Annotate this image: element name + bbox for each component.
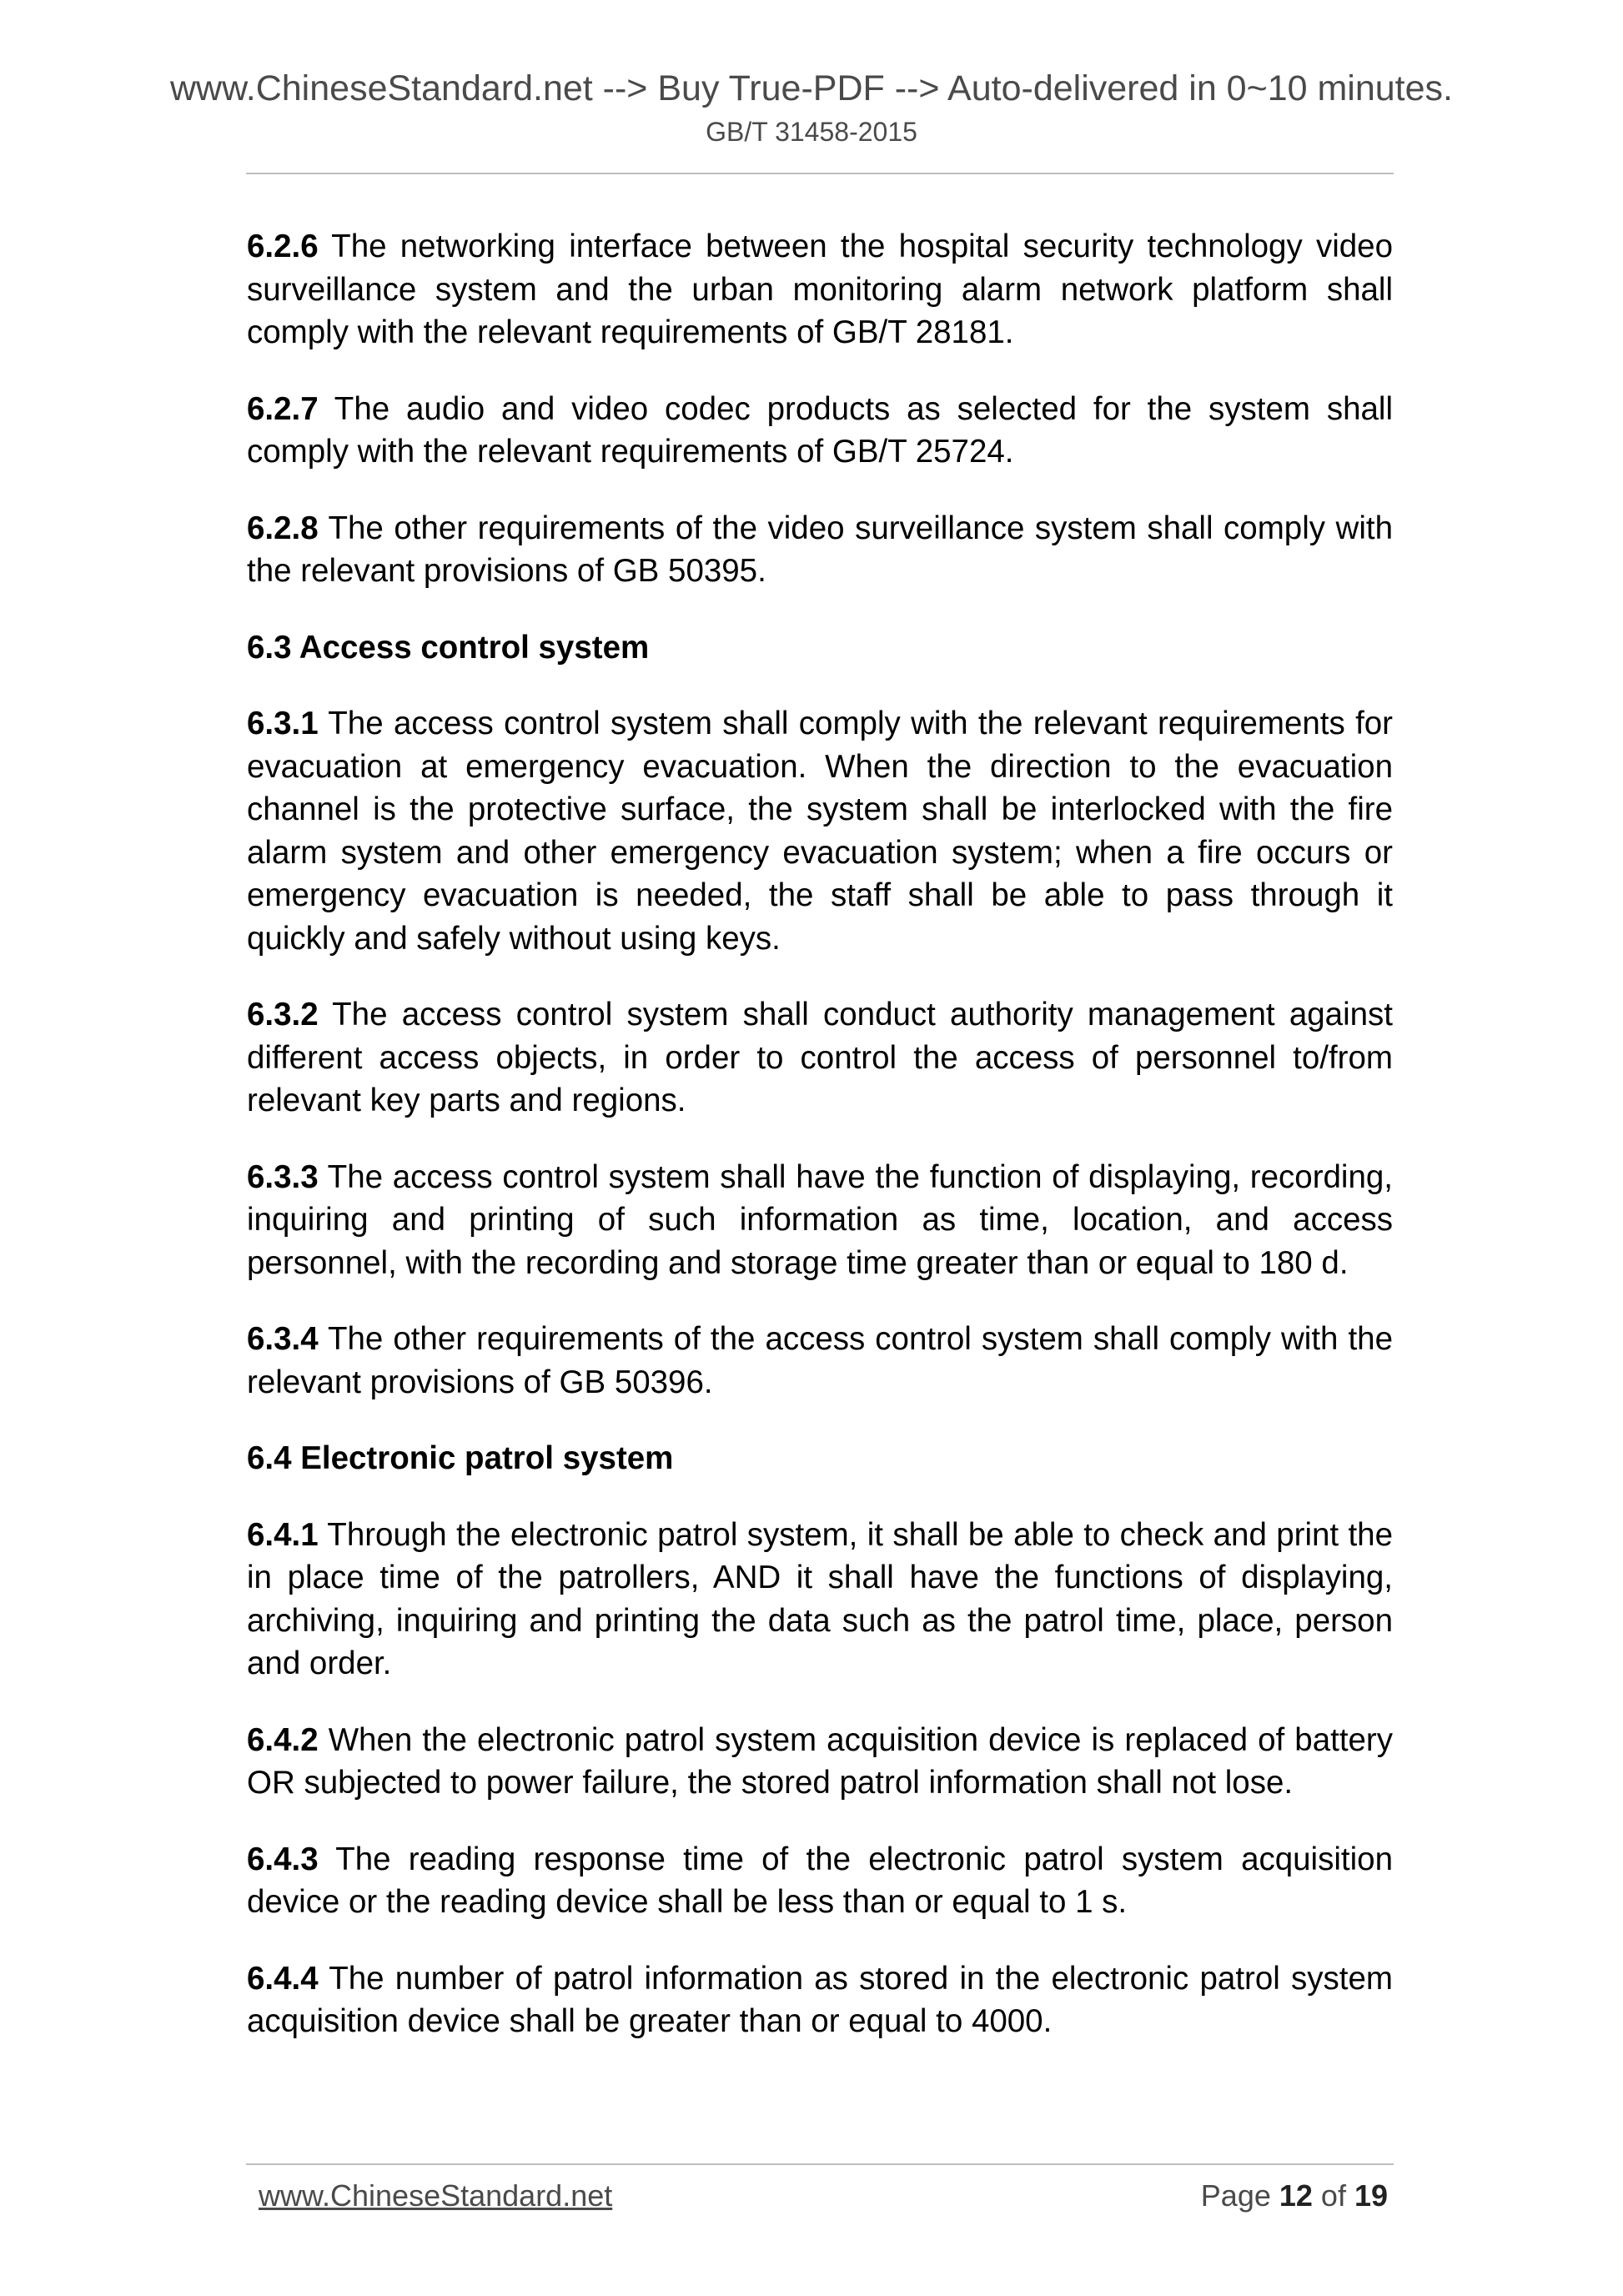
clause-text: When the electronic patrol system acquisition device is replaced of battery OR subjected to power failure, the stored patrol information shall not lose. [247,1721,1393,1801]
clause-text: The access control system shall comply with the relevant requirements for evacuation at emergency evacuation. When the direction to the evacuation channel is the protective surface, the system shall be interlocked with the fire alarm system and other emergency evacuation system; when a fire occurs or emergency evacuation is needed, the staff shall be able to pass through it quickly and safely without using keys. [247,706,1393,957]
clause-number: 6.4.4 [247,1960,319,1997]
clause-number: 6.3.2 [247,997,319,1032]
footer-divider [246,2163,1394,2165]
document-body [247,225,1393,2077]
clause-6-4-3 [247,1838,1393,1924]
clause-number: 6.2.7 [247,390,319,427]
clause-number: 6.3.3 [247,1158,319,1195]
clause-6-3-2 [247,993,1393,1123]
clause-6-3-1 [247,702,1393,960]
page-indicator [1201,2177,1388,2215]
page-total: 19 [1354,2178,1388,2213]
header-banner: www.ChineseStandard.net --> Buy True-PDF --> Auto-delivered in 0~10 minutes. [169,68,1453,108]
page-prefix: Page [1200,2178,1279,2213]
clause-6-2-6 [247,225,1393,354]
clause-6-2-7 [247,388,1393,474]
clause-6-4-2 [247,1719,1393,1805]
clause-6-2-8 [247,507,1393,593]
document-code: GB/T 31458-2015 [706,117,917,147]
clause-number: 6.4.3 [247,1841,319,1877]
clause-text: The other requirements of the video surveillance system shall comply with the relevant provisions of GB 50395. [247,510,1393,589]
clause-6-4-1 [247,1514,1393,1686]
clause-text: The other requirements of the access control system shall comply with the relevant provisions of GB 50396. [247,1321,1393,1400]
clause-text: Through the electronic patrol system, it shall be able to check and print the in place time of the patrollers, AND it shall have the functions of displaying, archiving, inquiring and printing the data such as the patrol time, place, person and order. [247,1516,1393,1681]
clause-number: 6.3.4 [247,1321,319,1357]
clause-number: 6.2.8 [247,510,319,546]
footer-website-link[interactable]: www.ChineseStandard.net [259,2178,613,2213]
clause-6-4-4 [247,1957,1393,2043]
clause-6-3-3 [247,1156,1393,1285]
clause-text: The access control system shall have the function of displaying, recording, inquiring and printing of such information as time, location, and access personnel, with the recording and storage time greater than or equal to 180 d. [247,1158,1393,1281]
clause-text: The networking interface between the hospital security technology video surveillance system and the urban monitoring alarm network platform shall comply with the relevant requirements of GB/T 28181. [247,229,1393,350]
clause-text: The access control system shall conduct authority management against different access objects, in order to control the access of personnel to/from relevant key parts and regions. [247,997,1393,1118]
clause-number: 6.4.2 [247,1721,319,1758]
page-of: of [1312,2178,1354,2213]
clause-number: 6.2.6 [247,229,319,264]
clause-text: The reading response time of the electronic patrol system acquisition device or the reading device shall be less than or equal to 1 s. [247,1841,1393,1920]
clause-text: The number of patrol information as stored in the electronic patrol system acquisition device shall be greater than or equal to 4000. [247,1960,1393,2039]
clause-6-3-4 [247,1318,1393,1404]
clause-number: 6.4.1 [247,1516,319,1553]
clause-number: 6.3.1 [247,706,319,741]
section-heading-6-4: 6.4 Electronic patrol system [247,1440,674,1476]
clause-text: The audio and video codec products as selected for the system shall comply with the relevant requirements of GB/T 25724. [247,390,1393,470]
header-divider [246,173,1394,174]
section-heading-6-3: 6.3 Access control system [247,629,650,666]
page-current: 12 [1279,2178,1313,2213]
